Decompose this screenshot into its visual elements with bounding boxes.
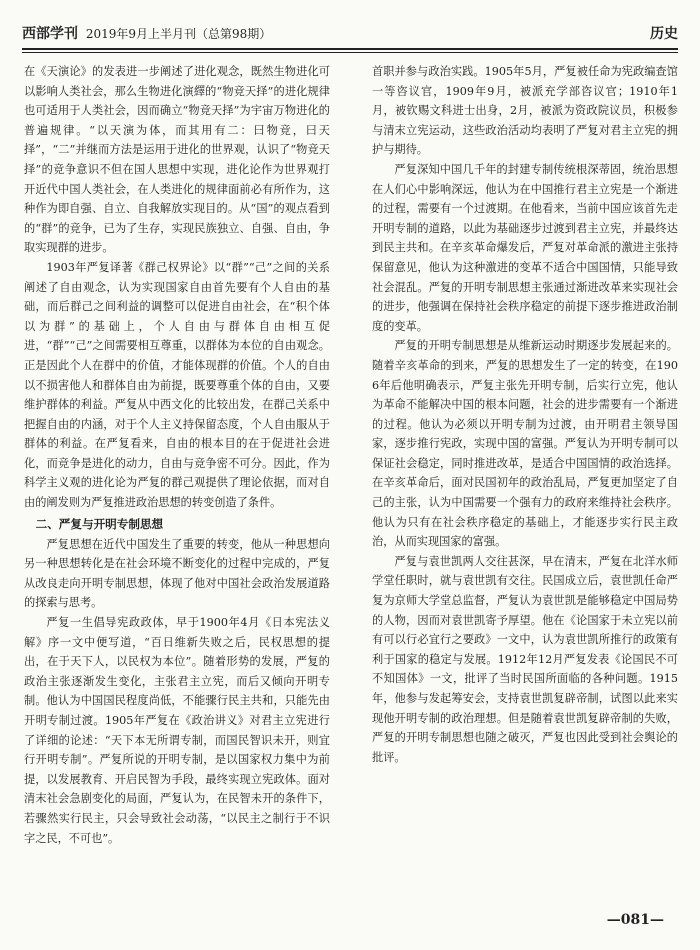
paragraph: 1903年严复译著《群己权界论》以“群”“己”之间的关系阐述了自由观念，认为实现国家自由首先要有个人自由的基础，而后群己之间利益的调整可以促进自由社会，在“积个体以为群”的基础上，个人自由与群体自由相互促进，“群”“己”之间需要相互尊重，以群体为本位的自由观念。正是因此个人在群中的价值，才能体现群的价值。个人的自由以不损害他人和群体自由为前提，既要尊重个体的自由，又要维护群体的利益。严复从中西文化的比较出发，在群己关系中把握自由的内涵，对于个人主义持保留态度，个人自由服从于群体的利益。在严复看来，自由的根本目的在于促进社会进化，而竞争是进化的动力，自由与竞争密不可分。因此，作为科学主义观的进化论为严复的群己观提供了理论依据，而对自由的阐发则为严复推进政治思想的转变创造了条件。 — [24, 260, 330, 510]
right-column — [372, 62, 678, 892]
paragraph: 严复一生倡导宪政政体，早于1900年4月《日本宪法义解》序一文中便写道，“百日维新失败之后，民权思想的提出，在于天下人，以民权为本位”。随着形势的发展，严复的政治主张逐渐发生变化，主张君主立宪，而后又倾向开明专制。他认为中国国民程度尚低，不能骤行民主共和，只能先由开明专制过渡。1905年严复在《政治讲义》对君主立宪进行了详细的论述：“天下本无所谓专制，而国民智识未开，则宜行开明专制”。严复所说的开明专制，是以国家权力集中为前提，以发展教育、开启民智为手段，最终实现立宪政体。面对清末社会急剧变化的局面，严复认为，在民智未开的条件下，若骤然实行民主，只会导致社会动荡，“以民主之制行于不识字之民，不可也”。 — [24, 616, 330, 845]
paragraph: 严复的开明专制思想是从维新运动时期逐步发展起来的。随着辛亥革命的到来，严复的思想发生了一定的转变，在1906年后他明确表示，严复主张先开明专制，后实行立宪，他认为革命不能解决中国的根本问题，社会的进步需要有一个渐进的过程。他认为必须以开明专制为过渡，由开明君主领导国家，逐步推行宪政，实现中国的富强。严复认为开明专制可以保证社会稳定，同时推进改革，是适合中国国情的政治选择。在辛亥革命后，面对民国初年的政治乱局，严复更加坚定了自己的主张，认为中国需要一个强有力的政府来维持社会秩序。他认为只有在社会秩序稳定的基础上，才能逐步实行民主政治，从而实现国家的富强。 — [372, 339, 678, 549]
paragraph: 严复思想在近代中国发生了重要的转变，他从一种思想向另一种思想转化是在社会环境不断变化的过程中完成的，严复从改良走向开明专制思想，体现了他对中国社会政治发展道路的探索与思考。 — [24, 537, 330, 610]
left-column — [24, 62, 330, 892]
journal-name: 西部学刊 — [22, 26, 78, 42]
section-label: 历史 — [650, 26, 678, 42]
paragraph: 严复与袁世凯两人交往甚深，早在清末，严复在北洋水师学堂任职时，就与袁世凯有交往。民国成立后，袁世凯任命严复为京师大学堂总监督，严复认为袁世凯是能够稳定中国局势的人物，因而对袁世凯寄予厚望。他在《论国家于未立宪以前有可以行必宜行之要政》一文中，认为袁世凯所推行的政策有利于国家的稳定与发展。1912年12月严复发表《论国民不可不知国体》一文，批评了当时民国所面临的各种问题。1915年，他参与发起筹安会，支持袁世凯复辟帝制，试图以此来实现他开明专制的政治理想。但是随着袁世凯复辟帝制的失败，严复的开明专制思想也随之破灭，严复也因此受到社会舆论的批评。 — [372, 554, 678, 764]
header-rule-thin — [22, 52, 678, 53]
page-header — [22, 22, 678, 48]
header-rule — [22, 48, 678, 50]
page-number: —081— — [606, 912, 664, 928]
paragraph: 在《天演论》的发表进一步阐述了进化观念，既然生物进化可以影响人类社会，那么生物进化演繹的“物竞天择”的进化规律也可适用于人类社会，因而确立“物竞天择”为宇宙万物进化的普遍规律。“以天演为体，而其用有二：曰物竞，曰天择”，“二”并继而方法是运用于进化的世界观，认识了“物竞天择”的竞争意识不但在国人思想中实现，进化论作为世界观打开近代中国人类社会，在人类进化的规律面前必有所作为，这种作为即自强、自立、自我解放实现目的。从“国”的观点看到的“群”的竞争，已为了生存，实现民族独立、自强、自由，争取实现群的进步。 — [24, 65, 330, 255]
journal-info — [22, 22, 271, 46]
paragraph: 首职并参与政治实践。1905年5月，严复被任命为宪政编查馆一等咨议官，1909年9月，被派充学部咨议官；1910年1月，被钦赐文科进士出身，2月，被派为资政院议员，积极参与清末立宪运动，这些政治活动均表明了严复对君主立宪的拥护与期待。 — [372, 65, 678, 157]
section-heading: 二、严复与开明专制思想 — [35, 516, 164, 531]
journal-issue: 2019年9月上半月刊（总第98期） — [85, 27, 272, 41]
paragraph: 严复深知中国几千年的封建专制传统根深蒂固，统治思想在人们心中影响深远，他认为在中国推行君主立宪是一个渐进的过程，需要有一个过渡期。在他看来，当前中国应该首先走开明专制的道路，以此为基础逐步过渡到君主立宪，并最终达到民主共和。在辛亥革命爆发后，严复对革命派的激进主张持保留意见，他认为这种激进的变革不适合中国国情，只能导致社会混乱。严复的开明专制思想主张通过渐进改革来实现社会的进步，他强调在保持社会秩序稳定的前提下逐步推进政治制度的变革。 — [372, 162, 678, 333]
